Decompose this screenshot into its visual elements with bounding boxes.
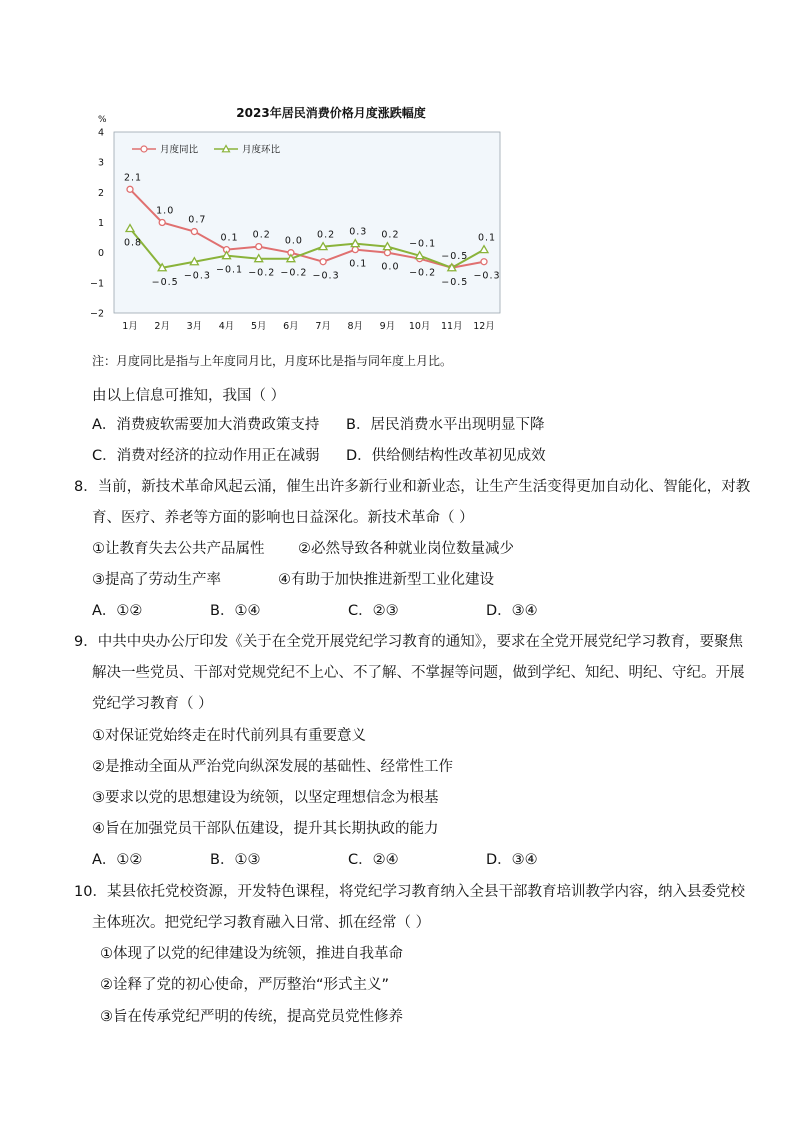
data-label: −0.3 — [473, 270, 501, 282]
y-tick-label: 1 — [97, 218, 104, 229]
x-tick-label: 1月 — [122, 321, 138, 332]
x-tick-label: 10月 — [408, 321, 431, 332]
q9-option-d[interactable]: D．③④ — [486, 852, 538, 868]
q9-option-c[interactable]: C．②④ — [348, 852, 399, 868]
data-point — [320, 259, 326, 265]
q9-stem-line1: 9．中共中央办公厅印发《关于在全党开展党纪学习教育的通知》，要求在全党开展党纪学习教育，要聚焦 — [74, 634, 743, 650]
data-label: −0.2 — [409, 267, 437, 279]
x-tick-label: 11月 — [441, 321, 463, 332]
data-label: 0.3 — [349, 226, 368, 238]
data-point — [481, 259, 487, 265]
chart-title: 2023年居民消费价格月度涨跌幅度 — [236, 106, 426, 120]
data-label: 0.1 — [349, 258, 368, 270]
y-tick-label: 0 — [97, 248, 104, 260]
x-tick-label: 2月 — [154, 321, 170, 332]
q8-item-1: ①让教育失去公共产品属性 — [92, 541, 265, 557]
data-label: 0.7 — [188, 214, 207, 226]
price-change-chart — [86, 102, 506, 342]
q10-stem-line1: 10．某县依托党校资源，开发特色课程，将党纪学习教育纳入全县干部教育培训教学内容，纳入县委党校 — [74, 884, 745, 900]
data-label: 0.2 — [381, 229, 400, 241]
x-tick-label: 6月 — [283, 321, 299, 332]
q9-item-4: ④旨在加强党员干部队伍建设，提升其长期执政的能力 — [92, 821, 439, 837]
y-tick-label: 3 — [97, 157, 104, 169]
data-label: −0.5 — [151, 276, 179, 288]
data-label: 0.1 — [477, 232, 497, 244]
q8-stem-line2: 育、医疗、养老等方面的影响也日益深化。新技术革命（ ） — [92, 510, 474, 526]
q10-stem-line2: 主体班次。把党纪学习教育融入日常、抓在经常（ ） — [92, 915, 431, 931]
y-tick-label: 2 — [97, 187, 104, 199]
x-tick-label: 9月 — [379, 321, 396, 332]
q7-option-c[interactable]: C．消费对经济的拉动作用正在减弱 — [92, 448, 320, 464]
q8-option-b[interactable]: B．①④ — [210, 603, 261, 619]
q7-option-d[interactable]: D．供给侧结构性改革初见成效 — [346, 448, 546, 464]
data-label: −0.2 — [248, 267, 276, 279]
data-label: 0.2 — [252, 229, 271, 241]
q9-option-a[interactable]: A．①② — [92, 852, 143, 868]
q8-stem-line1: 8．当前，新技术革命风起云涌，催生出许多新行业和新业态，让生产生活变得更加自动化、智能化，对教 — [74, 479, 751, 495]
x-axis — [122, 321, 495, 332]
legend-marker — [141, 146, 147, 152]
x-tick-label: 8月 — [347, 321, 364, 332]
x-tick-label: 12月 — [473, 321, 495, 332]
chart-svg — [86, 102, 506, 342]
q7-option-b[interactable]: B．居民消费水平出现明显下降 — [346, 417, 545, 433]
legend-label: 月度环比 — [242, 144, 281, 156]
data-point — [384, 250, 390, 256]
q8-option-c[interactable]: C．②③ — [348, 603, 399, 619]
x-tick-label: 7月 — [315, 321, 331, 332]
data-label: 0.1 — [220, 232, 239, 244]
legend-label: 月度同比 — [160, 144, 199, 156]
data-label: −0.3 — [312, 270, 340, 282]
data-point — [127, 186, 133, 192]
x-tick-label: 3月 — [186, 321, 203, 332]
chart-note: 注：月度同比是指与上年度同月比，月度环比是指与同年度上月比。 — [92, 354, 453, 368]
data-label: −0.5 — [441, 250, 469, 262]
y-tick-label: 4 — [97, 127, 104, 139]
data-point — [352, 247, 358, 253]
q8-item-2: ②必然导致各种就业岗位数量减少 — [298, 541, 514, 557]
x-tick-label: 5月 — [250, 321, 267, 332]
data-label: 2.1 — [123, 172, 143, 184]
q9-stem-line2: 解决一些党员、干部对党规党纪不上心、不了解、不掌握等问题，做到学纪、知纪、明纪、守纪。开展 — [92, 665, 745, 681]
q9-item-1: ①对保证党始终走在时代前列具有重要意义 — [92, 728, 366, 744]
q7-stem: 由以上信息可推知，我国（ ） — [92, 388, 286, 404]
data-point — [159, 220, 165, 226]
data-label: 0.2 — [317, 229, 336, 241]
q8-option-a[interactable]: A．①② — [92, 603, 143, 619]
q9-item-2: ②是推动全面从严治党向纵深发展的基础性、经常性工作 — [92, 759, 453, 775]
data-label: 0.0 — [381, 261, 400, 273]
q7-option-a[interactable]: A．消费疲软需要加大消费政策支持 — [92, 417, 320, 433]
data-label: −0.1 — [409, 238, 437, 250]
q8-option-d[interactable]: D．③④ — [486, 603, 538, 619]
y-axis-unit: % — [98, 115, 107, 125]
data-label: −0.3 — [183, 270, 211, 282]
q8-item-3: ③提高了劳动生产率 — [92, 572, 221, 588]
data-label: −0.2 — [280, 267, 308, 279]
data-point — [256, 244, 262, 250]
data-label: −0.5 — [441, 276, 469, 288]
q9-option-b[interactable]: B．①③ — [210, 852, 261, 868]
q9-item-3: ③要求以党的思想建设为统领，以坚定理想信念为根基 — [92, 790, 439, 806]
q10-item-1: ①体现了以党的纪律建设为统领，推进自我革命 — [100, 946, 403, 962]
y-tick-label: −1 — [89, 278, 104, 290]
q10-item-3: ③旨在传承党纪严明的传统，提高党员党性修养 — [100, 1009, 403, 1025]
x-tick-label: 4月 — [218, 321, 235, 332]
data-label: −0.1 — [216, 264, 244, 276]
y-tick-label: −2 — [89, 308, 104, 320]
data-label: 0.0 — [284, 235, 303, 247]
q9-stem-line3: 党纪学习教育（ ） — [92, 696, 213, 712]
data-point — [191, 229, 197, 235]
y-axis — [90, 128, 104, 320]
data-label: 1.0 — [156, 205, 175, 217]
data-label: 0.8 — [123, 237, 143, 249]
q8-item-4: ④有助于加快推进新型工业化建设 — [278, 572, 494, 588]
q10-item-2: ②诠释了党的初心使命，严厉整治“形式主义” — [100, 977, 390, 993]
